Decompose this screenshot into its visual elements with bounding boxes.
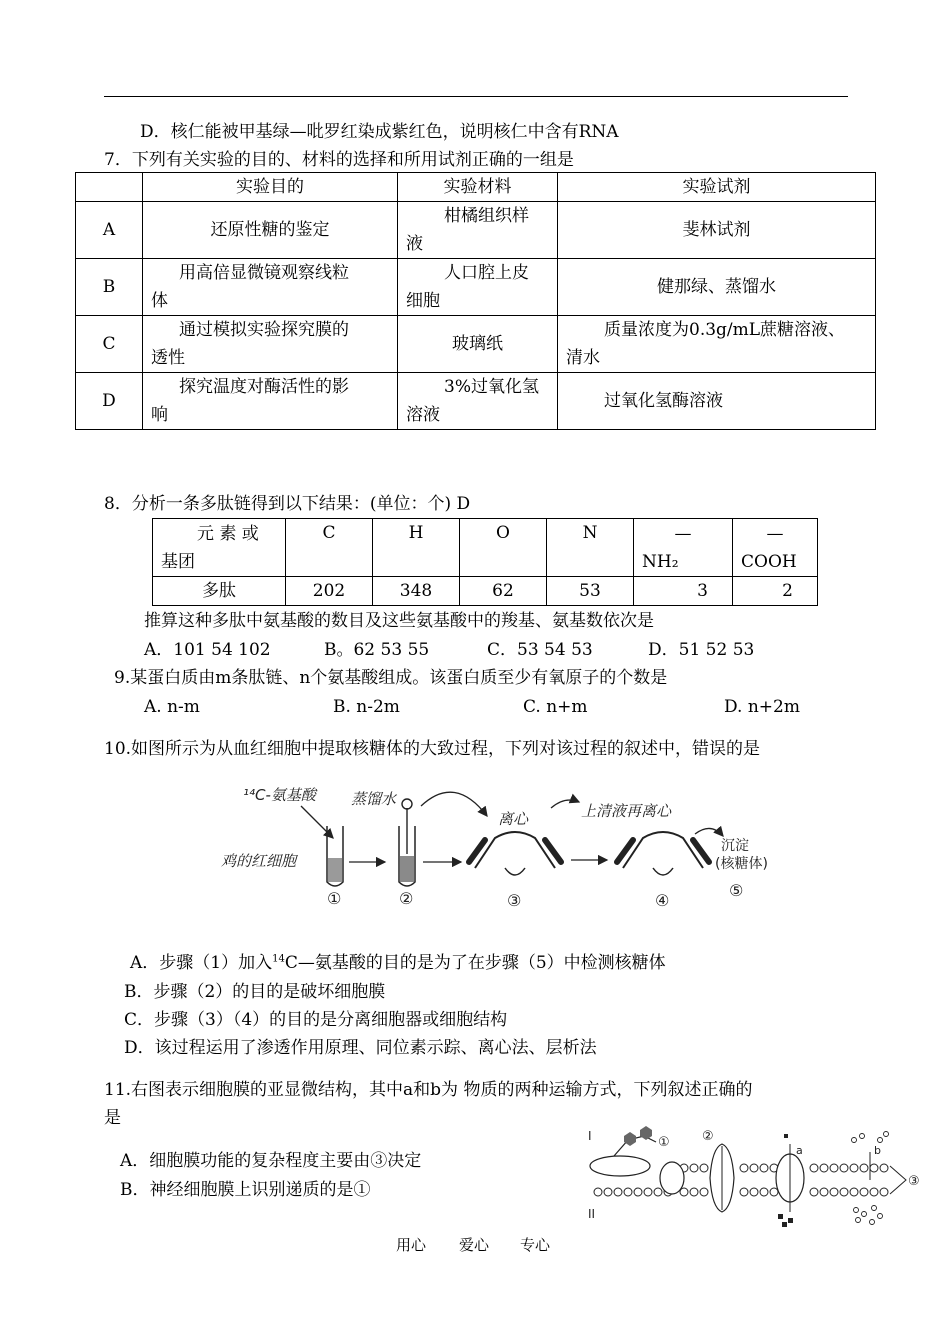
tube-1-cells bbox=[328, 858, 342, 882]
q8-header-c: C bbox=[286, 519, 373, 577]
q7-header-row bbox=[76, 173, 876, 202]
q10-option-d: D．该过程运用了渗透作用原理、同位素示踪、离心法、层析法 bbox=[124, 1038, 597, 1058]
centrifuge-3-icon bbox=[475, 832, 555, 868]
q8-header-o: O bbox=[460, 519, 547, 577]
side-ii-label: II bbox=[588, 1207, 596, 1221]
table-row bbox=[153, 577, 818, 606]
q8-nh2-label: NH₂ bbox=[642, 551, 679, 572]
q9-option-b: B. n-2m bbox=[333, 697, 400, 717]
reagent-cell bbox=[558, 202, 876, 259]
q8-header-n: N bbox=[547, 519, 634, 577]
q9-option-d: D. n+2m bbox=[724, 697, 800, 717]
molecule-icon bbox=[788, 1218, 793, 1223]
q8-header-nh2 bbox=[634, 519, 733, 577]
mark-b-label: b bbox=[874, 1144, 881, 1157]
table-row bbox=[76, 259, 876, 316]
reagent-line1: 质量浓度为0.3g/mL蔗糖溶液、 bbox=[604, 320, 846, 340]
cell-membrane-figure bbox=[584, 1122, 930, 1228]
purpose-line2: 响 bbox=[151, 405, 168, 425]
reagent-cell bbox=[558, 316, 876, 373]
q8-row-label: 多肽 bbox=[153, 577, 286, 606]
q7-header-blank bbox=[76, 173, 143, 202]
q7-stem: 7．下列有关实验的目的、材料的选择和所用试剂正确的一组是 bbox=[104, 150, 574, 170]
purpose-cell bbox=[143, 259, 398, 316]
q10-option-a-sup: 14 bbox=[272, 953, 285, 965]
q8-value-n: 53 bbox=[547, 577, 634, 606]
q8-value-h: 348 bbox=[373, 577, 460, 606]
q7-table bbox=[75, 172, 876, 430]
material-line2: 细胞 bbox=[406, 291, 440, 311]
reagent-line2: 清水 bbox=[566, 348, 600, 368]
row-label: C bbox=[76, 316, 143, 373]
material-cell bbox=[398, 373, 558, 430]
q9-stem: 9.某蛋白质由m条肽链、n个氨基酸组成。该蛋白质至少有氧原子的个数是 bbox=[114, 668, 668, 688]
purpose-line1: 用高倍显微镜观察线粒 bbox=[179, 263, 349, 283]
material-line2: 溶液 bbox=[406, 405, 440, 425]
supernatant-label: 上清液再离心 bbox=[581, 802, 672, 820]
material-cell bbox=[398, 259, 558, 316]
mark-2-label: ② bbox=[702, 1129, 714, 1144]
table-row bbox=[76, 373, 876, 430]
material-line1: 柑橘组织样 bbox=[444, 206, 529, 226]
table-row bbox=[76, 316, 876, 373]
mark-1-label: ① bbox=[658, 1135, 670, 1150]
step-5-label: ⑤ bbox=[729, 881, 744, 900]
centrifuge-label: 离心 bbox=[498, 810, 529, 828]
q10-option-a-pre: A．步骤（1）加入 bbox=[130, 953, 273, 973]
centrifuge-4-tubes bbox=[617, 840, 709, 862]
material-cell bbox=[398, 316, 558, 373]
material-line2: 液 bbox=[406, 234, 423, 254]
q10-option-a bbox=[130, 953, 666, 973]
q6-option-d: D．核仁能被甲基绿—吡罗红染成紫红色，说明核仁中含有RNA bbox=[140, 122, 619, 142]
reagent-text: 斐林试剂 bbox=[682, 220, 751, 240]
centrifuge-3-base bbox=[505, 868, 525, 875]
row-label: D bbox=[76, 373, 143, 430]
q10-stem: 10.如图所示为从血红细胞中提取核糖体的大致过程，下列对该过程的叙述中，错误的是 bbox=[104, 739, 761, 759]
purpose-cell bbox=[143, 202, 398, 259]
arrow-4-icon bbox=[695, 828, 723, 836]
q7-header-reagent: 实验试剂 bbox=[558, 173, 876, 202]
mark-a-label: a bbox=[796, 1144, 803, 1157]
q11-stem-cont: 是 bbox=[104, 1108, 121, 1128]
footer-word-1: 用心 bbox=[396, 1236, 427, 1254]
q10-option-c: C．步骤（3）（4）的目的是分离细胞器或细胞结构 bbox=[124, 1010, 508, 1030]
q8-option-c: C．53 54 53 bbox=[487, 640, 593, 660]
footer-word-2: 爱心 bbox=[459, 1236, 490, 1254]
q8-value-nh2: 3 bbox=[634, 577, 733, 606]
c14-label: ¹⁴C-氨基酸 bbox=[243, 786, 316, 804]
q8-nh2-dash: — bbox=[674, 523, 692, 544]
q10-option-b: B．步骤（2）的目的是破坏细胞膜 bbox=[124, 982, 386, 1002]
step-1-label: ① bbox=[327, 889, 342, 908]
phospholipid-bottom-icon bbox=[594, 1188, 888, 1196]
header-rule bbox=[104, 96, 848, 97]
centrifuge-3-tubes bbox=[469, 840, 561, 862]
mark-3-label: ③ bbox=[908, 1174, 920, 1189]
q8-question: 推算这种多肽中氨基酸的数目及这些氨基酸中的羧基、氨基数依次是 bbox=[144, 611, 654, 631]
reagent-text: 健那绿、蒸馏水 bbox=[657, 277, 776, 297]
q11-stem: 11.右图表示细胞膜的亚显微结构，其中a和b为 物质的两种运输方式，下列叙述正确的 bbox=[104, 1080, 753, 1100]
footer-word-3: 专心 bbox=[520, 1236, 551, 1254]
q8-table bbox=[152, 518, 818, 606]
arrow-3-icon bbox=[551, 800, 579, 808]
ribosome-label: (核糖体) bbox=[715, 856, 768, 872]
q8-option-b: B。62 53 55 bbox=[324, 640, 430, 660]
bilayer-bracket-icon bbox=[890, 1166, 906, 1194]
cells-label: 鸡的红细胞 bbox=[221, 852, 297, 870]
purpose-line1: 探究温度对酶活性的影 bbox=[179, 377, 349, 397]
sugar-2-icon bbox=[640, 1126, 652, 1140]
molecule-icon bbox=[784, 1134, 788, 1138]
step-2-label: ② bbox=[399, 889, 414, 908]
step-3-label: ③ bbox=[507, 891, 522, 910]
c14-pointer bbox=[301, 806, 333, 838]
material-cell bbox=[398, 202, 558, 259]
purpose-line1: 通过模拟实验探究膜的 bbox=[179, 320, 349, 340]
reagent-cell bbox=[558, 373, 876, 430]
reagent-cell bbox=[558, 259, 876, 316]
centrifuge-4-base bbox=[653, 868, 673, 875]
q9-option-c: C. n+m bbox=[523, 697, 588, 717]
q8-option-a: A．101 54 102 bbox=[144, 640, 271, 660]
row-label: A bbox=[76, 202, 143, 259]
q8-cooh-dash: — bbox=[766, 523, 784, 544]
purpose-cell bbox=[143, 373, 398, 430]
purpose-text: 还原性糖的鉴定 bbox=[210, 220, 330, 240]
reagent-text: 过氧化氢酶溶液 bbox=[604, 391, 723, 411]
step-4-label: ④ bbox=[655, 891, 670, 910]
arrow-2-icon bbox=[421, 792, 487, 816]
q10-option-a-post: C—氨基酸的目的是为了在步骤（5）中检测核糖体 bbox=[284, 953, 666, 973]
molecule-icon bbox=[782, 1222, 787, 1227]
q8-header-h: H bbox=[373, 519, 460, 577]
q8-cooh-label: COOH bbox=[741, 551, 797, 572]
row-label: B bbox=[76, 259, 143, 316]
q8-stem: 8．分析一条多肽链得到以下结果：(单位：个) D bbox=[104, 494, 471, 514]
centrifuge-4-icon bbox=[623, 832, 703, 868]
q8-header-line2: 基团 bbox=[161, 551, 195, 572]
q7-header-purpose: 实验目的 bbox=[143, 173, 398, 202]
q11-option-b: B．神经细胞膜上识别递质的是① bbox=[120, 1180, 371, 1200]
q8-header-first bbox=[153, 519, 286, 577]
side-i-label: I bbox=[588, 1129, 592, 1143]
purpose-line2: 透性 bbox=[151, 348, 185, 368]
q9-option-a: A. n-m bbox=[144, 697, 200, 717]
q8-value-o: 62 bbox=[460, 577, 547, 606]
q8-header-cooh bbox=[733, 519, 818, 577]
molecule-icon bbox=[778, 1214, 783, 1219]
q8-header-line1: 元 素 或 bbox=[197, 523, 259, 544]
table-row bbox=[76, 202, 876, 259]
q11-option-a: A．细胞膜功能的复杂程度主要由③决定 bbox=[120, 1151, 422, 1171]
protein-icon bbox=[660, 1162, 684, 1194]
glycoprotein-icon bbox=[590, 1156, 650, 1176]
q8-option-d: D．51 52 53 bbox=[648, 640, 755, 660]
material-line1: 3%过氧化氢 bbox=[444, 377, 539, 397]
tube-2-cells bbox=[400, 856, 414, 882]
sediment-label: 沉淀 bbox=[721, 838, 749, 854]
q8-value-c: 202 bbox=[286, 577, 373, 606]
purpose-line2: 体 bbox=[151, 291, 168, 311]
q7-header-material: 实验材料 bbox=[398, 173, 558, 202]
material-text: 玻璃纸 bbox=[452, 334, 503, 354]
dropper-bulb-icon bbox=[402, 799, 412, 809]
q8-header-row bbox=[153, 519, 818, 577]
sugar-1-icon bbox=[624, 1132, 636, 1146]
ribosome-extraction-figure bbox=[215, 778, 795, 910]
purpose-cell bbox=[143, 316, 398, 373]
water-label: 蒸馏水 bbox=[351, 790, 397, 808]
q8-value-cooh: 2 bbox=[733, 577, 818, 606]
material-line1: 人口腔上皮 bbox=[444, 263, 529, 283]
